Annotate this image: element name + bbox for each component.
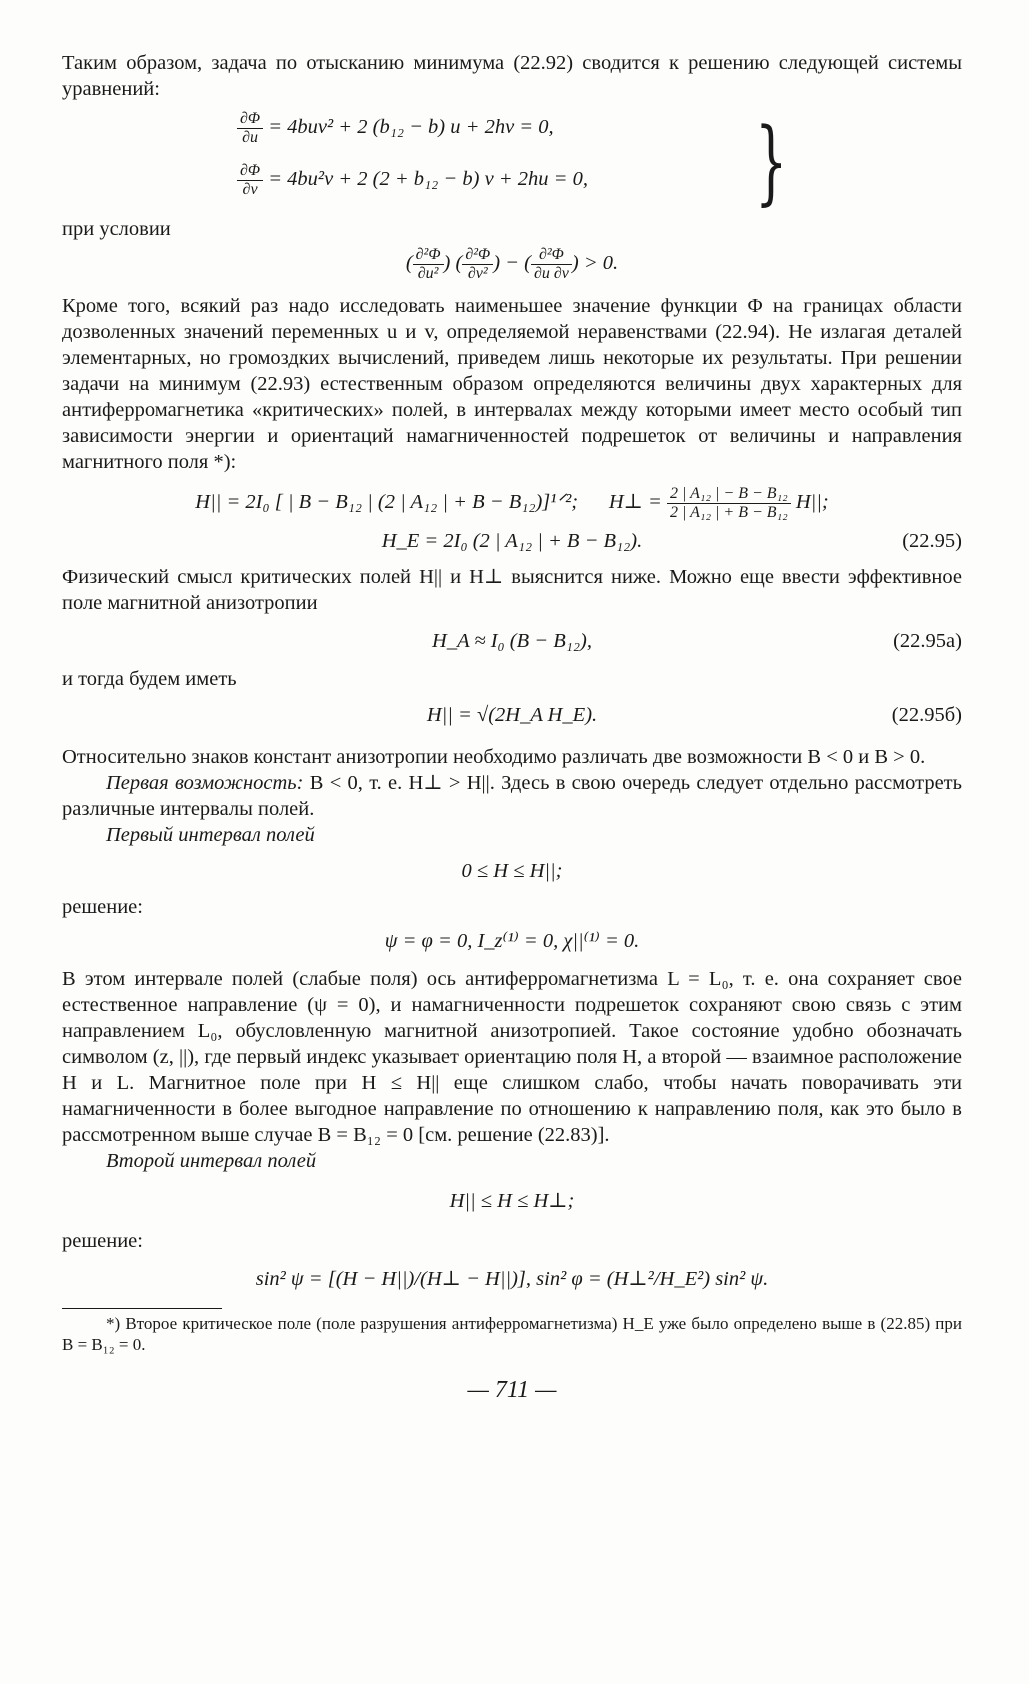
fraction: $\frac{\partial\Phi}{\partial u}$ [237, 110, 263, 147]
equation-solution-2: sin² ψ = [(H − H||)/(H⊥ − H||)], sin² φ = (H⊥²/H_E²) sin² ψ. [255, 1268, 769, 1290]
equation-solution-1: ψ = φ = 0, I_z⁽¹⁾ = 0, χ||⁽¹⁾ = 0. [384, 930, 640, 952]
label-solution-2: решение: [62, 1230, 143, 1252]
heading-interval-2: Второй интервал полей [106, 1150, 317, 1172]
fraction: $\frac{\text{2 | A₁₂ | − B − B₁₂}}{\text{2 | A₁₂ | + B − B₁₂}}$ [667, 485, 791, 522]
first-possibility-head: Первая возможность: [106, 772, 304, 794]
equation-line-1: $\frac{\partial\Phi}{\partial u}$ = 4buv² + 2 (b₁₂ − b) u + 2hv = 0, [237, 110, 554, 147]
equation-line-2: $\frac{\partial\Phi}{\partial v}$ = 4bu²v + 2 (2 + b₁₂ − b) v + 2hu = 0, [237, 162, 588, 199]
equation-interval-2: H|| ≤ H ≤ H⊥; [449, 1190, 575, 1212]
equation-interval-1: 0 ≤ H ≤ H||; [461, 860, 563, 882]
equation-condition: ( $\frac{\text{∂²Φ}}{\text{∂u²}}$ ) ( $\frac{\text{∂²Φ}}{\text{∂v²}}$ ) − ( $\frac{\text{∂²Φ}}{\partial u \partial v}$ ) > 0. [405, 246, 619, 282]
paragraph-intro: Таким образом, задача по отысканию минимума (22.92) сводится к решению следующей системы уравнений: [62, 52, 962, 100]
equation-number: (22.95б) [891, 704, 962, 726]
paragraph-physical: Физический смысл критических полей H|| и H⊥ выяснится ниже. Можно еще ввести эффективное поле магнитной анизотропии [62, 566, 962, 614]
page-number: — 711 — [467, 1377, 557, 1403]
paragraph-signs: Относительно знаков констант анизотропии необходимо различать две возможности B < 0 и B > 0. [62, 746, 926, 768]
equation-system [62, 102, 962, 214]
equation-number: (22.95) [902, 530, 962, 552]
page-body [62, 50, 962, 1403]
label-solution-1: решение: [62, 896, 143, 918]
right-brace: } [755, 108, 788, 215]
equation-number: (22.95а) [893, 630, 962, 652]
paragraph-interval-1: В этом интервале полей (слабые поля) ось антиферромагнетизма L = L₀, т. е. она сохраняет свое естественное направление (ψ = 0), и намагниченности подрешеток сохраняют свою связь с этим направлением L₀, обусловленную магнитной анизотропией. Такое состояние удобно обозначать символом (z, ||), где первый индекс указывает ориентацию поля H, а второй — взаимное расположение H и L. Магнитное поле при H ≤ H|| еще слишком слабо, чтобы начать поворачивать эти намагниченности в более выгодное направление по отношению к направлению поля, как это было в рассмотренном выше случае B = B₁₂ = 0 [см. решение (22.83)]. [62, 968, 962, 1146]
equation-hpar2: H|| = √(2H_A H_E). (22.95б) [426, 704, 962, 726]
equation-critical-fields: H|| = 2I₀ [ | B − B₁₂ | (2 | A₁₂ | + B − B₁₂)]¹ᐟ²; H⊥ = $\frac{\text{2 | A₁₂ | − B − B₁₂}}{\text{2 | A₁₂ | + B − B₁₂}}$ H||; [195, 485, 829, 521]
footnote-divider [62, 1308, 222, 1309]
footnote: *) Второе критическое поле (поле разрушения антиферромагнетизма) H_E уже было определено выше в (22.85) при B = B₁₂ = 0. [62, 1314, 962, 1354]
label-condition: при условии [62, 218, 171, 240]
paragraph-moreover: Кроме того, всякий раз надо исследовать наименьшее значение функции Φ на границах области дозволенных значений переменных u и v, определяемой неравенствами (22.94). Не излагая деталей элементарных, но громоздких вычислений, приведем лишь некоторые их результаты. При решении задачи на минимум (22.93) естественным образом определяются величины двух характерных для антиферромагнетика «критических» полей, в интервалах между которыми имеет место особый тип зависимости энергии и ориентаций намагниченностей подрешеток от величины и направления магнитного поля *): [62, 295, 962, 473]
equation-ha: H_A ≈ I₀ (B − B₁₂), (22.95а) [432, 630, 962, 652]
fraction: $\frac{\partial\Phi}{\partial v}$ [237, 162, 263, 199]
paragraph-first-possibility: Первая возможность: B < 0, т. е. H⊥ > H||. Здесь в свою очередь следует отдельно рассмотреть различные интервалы полей. [62, 772, 962, 820]
label-then: и тогда будем иметь [62, 668, 237, 690]
heading-interval-1: Первый интервал полей [106, 824, 315, 846]
equation-he: H_E = 2I₀ (2 | A₁₂ | + B − B₁₂). (22.95) [381, 530, 962, 552]
